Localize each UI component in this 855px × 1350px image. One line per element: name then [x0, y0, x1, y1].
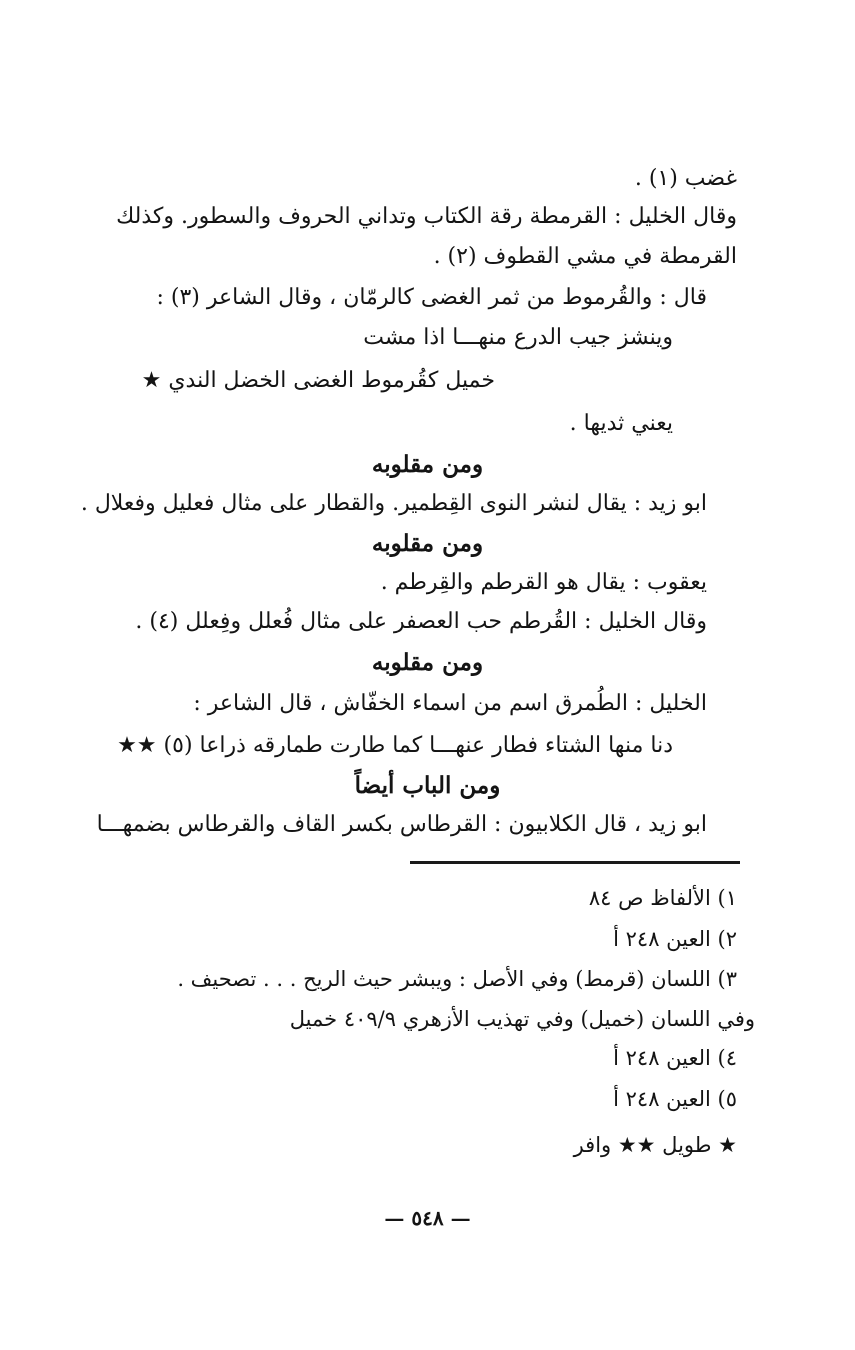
footnote-5: ٥) العين ٢٤٨ أ — [613, 1087, 737, 1111]
footnote-2: ٢) العين ٢٤٨ أ — [613, 927, 737, 951]
verse-line-2: دنا منها الشتاء فطار عنهـــا كما طارت طمارقه ذراعا (٥) ★★ — [117, 733, 673, 758]
section-heading-2: ومن مقلوبه — [371, 530, 484, 557]
section-heading-3: ومن مقلوبه — [371, 649, 484, 676]
footnote-3b: وفي اللسان (خميل) وفي تهذيب الأزهري ٤٠٩/٩ خميل — [289, 1007, 755, 1031]
meters-note: ★ طويل ★★ وافر — [573, 1133, 737, 1157]
text-line-6: ابو زيد : يقال لنشر النوى القِطمير. والقطار على مثال فعليل وفعلال . — [80, 491, 707, 516]
footnote-4: ٤) العين ٢٤٨ أ — [613, 1046, 737, 1070]
text-line-10: ابو زيد ، قال الكلابيون : القرطاس بكسر القاف والقرطاس بضمهـــا — [96, 812, 707, 837]
text-line-1: غضب (١) . — [634, 166, 737, 191]
footnote-1: ١) الألفاظ ص ٨٤ — [588, 886, 737, 910]
text-line-7: يعقوب : يقال هو القرطم والقِرطم . — [380, 570, 707, 595]
footnote-separator — [410, 861, 740, 864]
text-line-9: الخليل : الطُمرق اسم من اسماء الخفّاش ، قال الشاعر : — [193, 691, 707, 716]
verse-line-1a: وينشز جيب الدرع منهـــا اذا مشت — [363, 325, 673, 350]
verse-line-1b: خميل كقُرموط الغضى الخضل الندي ★ — [141, 368, 495, 393]
page-number: — ٥٤٨ — — [384, 1206, 471, 1230]
text-line-4: قال : والقُرموط من ثمر الغضى كالرمّان ، وقال الشاعر (٣) : — [156, 285, 707, 310]
text-line-5: يعني ثديها . — [569, 411, 673, 436]
section-heading-4: ومن الباب أيضاً — [354, 772, 501, 799]
text-line-3: القرمطة في مشي القطوف (٢) . — [433, 244, 737, 269]
footnote-3a: ٣) اللسان (قرمط) وفي الأصل : ويبشر حيث الريح . . . تصحيف . — [177, 967, 737, 991]
text-line-2: وقال الخليل : القرمطة رقة الكتاب وتداني الحروف والسطور. وكذلك — [116, 204, 737, 229]
text-line-8: وقال الخليل : القُرطم حب العصفر على مثال فُعلل وفِعلل (٤) . — [135, 609, 707, 634]
section-heading-1: ومن مقلوبه — [371, 451, 484, 478]
